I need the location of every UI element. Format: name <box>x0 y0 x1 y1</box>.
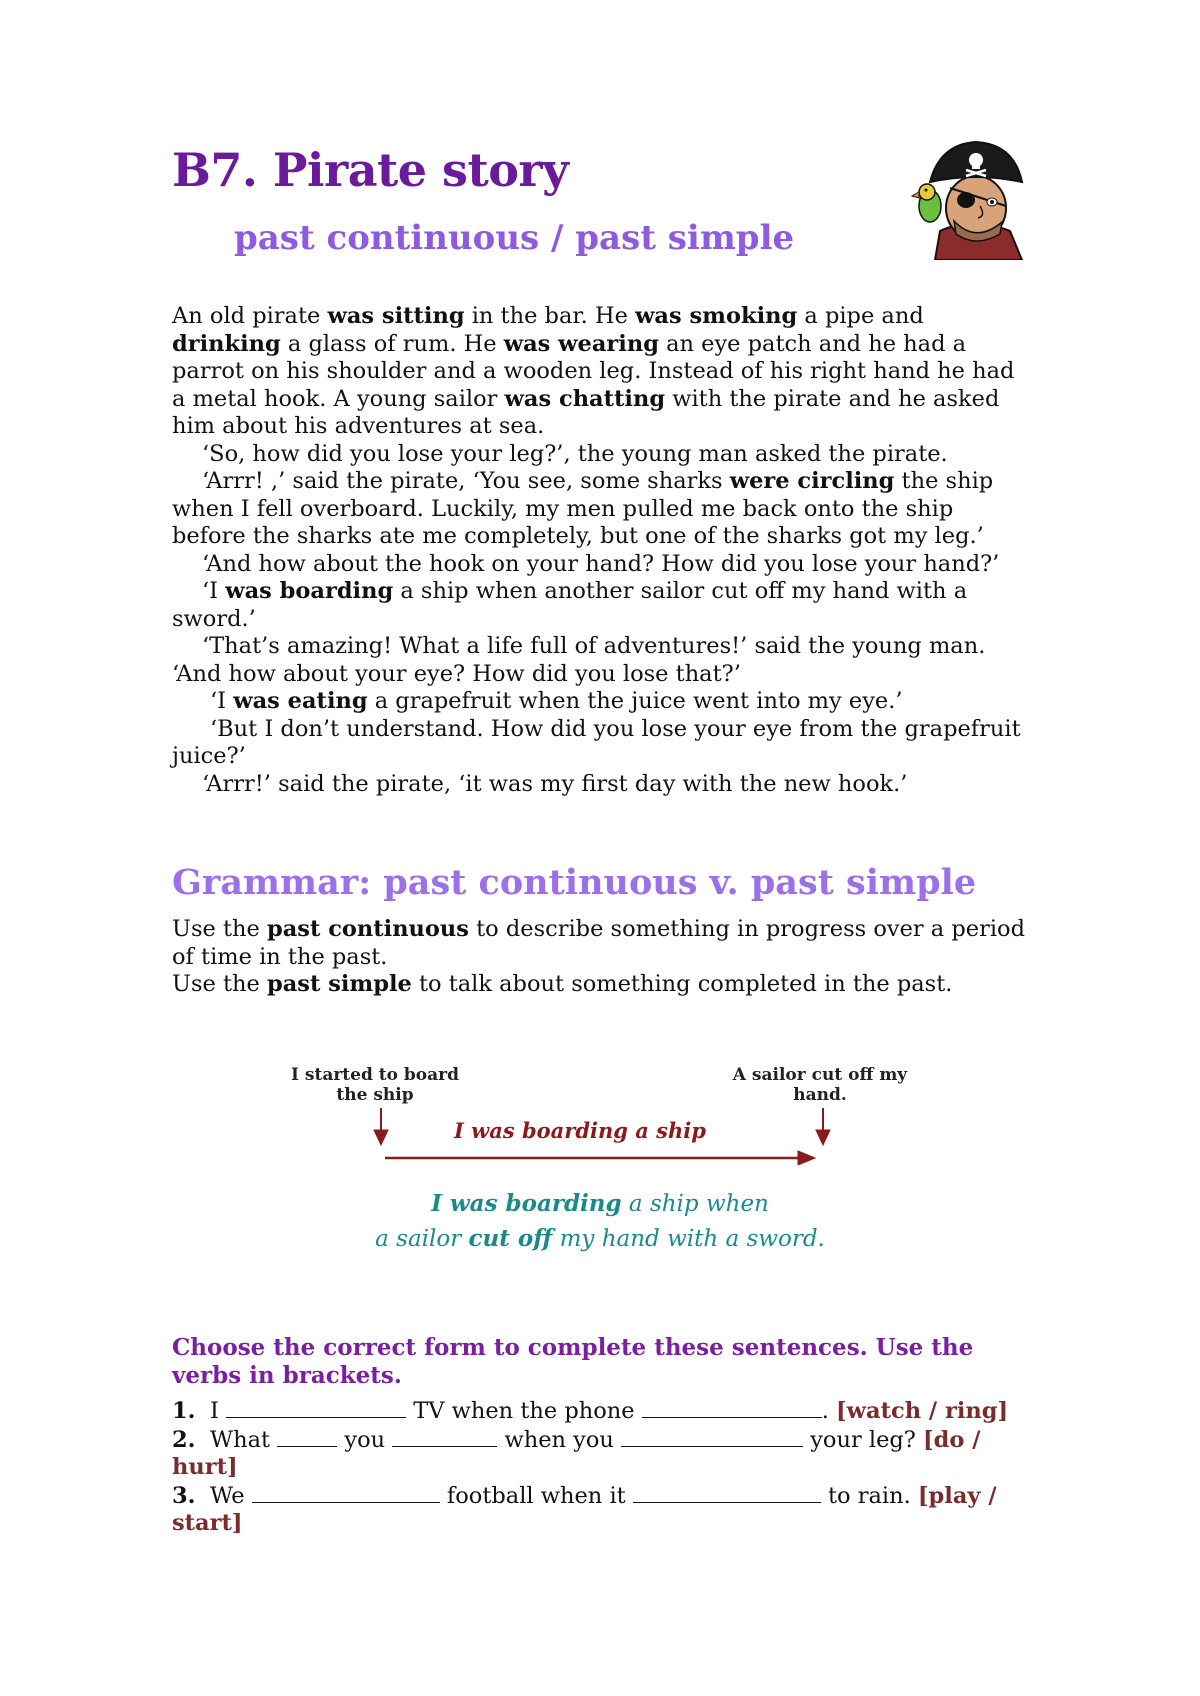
timeline-example-text: a sailor <box>375 1226 469 1252</box>
story-paragraph-4: ‘And how about the hook on your hand? How did you lose your hand?’ <box>202 550 1000 577</box>
rule-past-continuous <box>172 916 1032 971</box>
answer-blank[interactable] <box>277 1426 337 1447</box>
exercise-item-3 <box>172 1482 1032 1538</box>
story-verb-bold: were circling <box>729 468 895 494</box>
right-down-arrow-head <box>816 1130 830 1145</box>
story-text-segment: ‘Arrr! ,’ said the pirate, ‘You see, some sharks <box>202 468 730 494</box>
answer-blank[interactable] <box>252 1482 440 1503</box>
story-paragraph-5 <box>172 578 1032 633</box>
story-text-segment: a ship when another sailor cut off my hand with a sword.’ <box>172 578 968 632</box>
item-text: We <box>210 1482 252 1509</box>
timeline-example-bold: cut off <box>468 1225 553 1252</box>
exercise-item-1 <box>172 1397 1032 1426</box>
item-number: 2. <box>172 1426 196 1453</box>
story-verb-bold: was smoking <box>635 303 798 329</box>
timeline-arrow-head <box>798 1151 815 1165</box>
timeline-example-line-2 <box>320 1225 880 1252</box>
item-number: 3. <box>172 1482 196 1509</box>
verb-hint: [watch / ring] <box>836 1398 1009 1424</box>
item-text: . <box>821 1398 837 1424</box>
left-down-arrow-head <box>374 1130 388 1145</box>
item-text: to rain. <box>820 1482 918 1509</box>
story-text-segment: An old pirate <box>172 303 328 329</box>
page-title: B7. Pirate story <box>172 143 569 197</box>
timeline-middle-text: I was boarding a ship <box>454 1118 706 1143</box>
story-text-segment: ‘I <box>202 578 226 604</box>
story-text <box>172 303 1032 798</box>
item-text: What <box>210 1426 278 1453</box>
story-verb-bold: was sitting <box>327 303 465 329</box>
timeline-arrows <box>280 1055 940 1165</box>
timeline-right-label-line: hand. <box>793 1085 847 1105</box>
rule-text: Use the <box>172 971 267 997</box>
rule-past-simple <box>172 971 1032 999</box>
story-paragraph-9: ‘Arrr!’ said the pirate, ‘it was my first day with the new hook.’ <box>202 770 908 797</box>
answer-blank[interactable] <box>392 1426 497 1447</box>
story-text-segment: with the pirate and he asked him about his adventures at sea. <box>172 385 1000 439</box>
answer-blank[interactable] <box>621 1426 803 1447</box>
verb-hint: [play / start] <box>172 1482 997 1536</box>
timeline-example-text: a ship when <box>621 1191 769 1217</box>
timeline-example-bold: I was boarding <box>431 1190 622 1217</box>
story-paragraph-2: ‘So, how did you lose your leg?’, the young man asked the pirate. <box>202 440 948 467</box>
story-text-segment: ‘I <box>210 688 234 714</box>
story-text-segment: a grapefruit when the juice went into my eye.’ <box>367 688 903 714</box>
timeline-example-line-1 <box>320 1190 880 1217</box>
answer-blank[interactable] <box>633 1482 821 1503</box>
story-paragraph-8: ‘But I don’t understand. How did you lose your eye from the grapefruit juice?’ <box>172 715 1021 769</box>
story-text-segment: a pipe and <box>797 303 924 329</box>
item-number: 1. <box>172 1398 196 1424</box>
item-text: when you <box>497 1426 622 1453</box>
pirate-illustration <box>910 136 1034 260</box>
story-paragraph-6: ‘That’s amazing! What a life full of adventures!’ said the young man. ‘And how about your eye? How did you lose that?’ <box>172 633 986 687</box>
rule-term: past continuous <box>266 916 469 942</box>
grammar-heading: Grammar: past continuous v. past simple <box>172 862 977 903</box>
story-verb-bold: was wearing <box>503 330 659 357</box>
exercise-heading: Choose the correct form to complete these sentences. Use the verbs in brackets. <box>172 1334 974 1389</box>
item-text: football when it <box>439 1482 633 1509</box>
timeline-example-text: my hand with a sword. <box>552 1226 825 1252</box>
story-text-segment: in the bar. He <box>464 303 636 329</box>
story-text-segment: a glass of rum. He <box>280 330 504 357</box>
exercise-item-2 <box>172 1426 1032 1482</box>
story-paragraph-1 <box>172 303 1032 441</box>
item-text: you <box>337 1426 393 1453</box>
item-text: your leg? <box>803 1426 924 1453</box>
rule-term: past simple <box>266 971 412 997</box>
item-text: TV when the phone <box>406 1398 642 1424</box>
story-paragraph-3 <box>172 468 1032 551</box>
timeline-left-label-line: I started to board <box>291 1065 459 1085</box>
grammar-rules <box>172 916 1032 999</box>
answer-blank[interactable] <box>642 1397 822 1418</box>
timeline-left-label-line: the ship <box>336 1085 414 1105</box>
story-text-segment: an eye patch and he had a parrot on his shoulder and a wooden leg. Instead of his right hand he had a metal hook. A young sailor <box>172 330 1015 412</box>
rule-text: to talk about something completed in the past. <box>411 971 953 997</box>
verb-hint: [do / hurt] <box>172 1426 981 1480</box>
story-verb-bold: drinking <box>172 330 281 357</box>
page-subtitle: past continuous / past simple <box>234 218 795 258</box>
story-verb-bold: was eating <box>233 688 368 714</box>
exercise-list <box>172 1397 1032 1538</box>
timeline-right-label-line: A sailor cut off my <box>732 1065 908 1085</box>
item-text: I <box>210 1398 227 1424</box>
story-text-segment: the ship when I fell overboard. Luckily, my men pulled me back onto the ship before the sharks ate me completely, but one of the sharks got my leg.’ <box>172 468 994 549</box>
story-verb-bold: was chatting <box>504 385 666 412</box>
story-paragraph-7 <box>172 688 1032 716</box>
rule-text: to describe something in progress over a period of time in the past. <box>172 916 1025 970</box>
story-verb-bold: was boarding <box>225 578 394 604</box>
timeline-diagram <box>280 1055 940 1255</box>
rule-text: Use the <box>172 916 267 942</box>
answer-blank[interactable] <box>226 1397 406 1418</box>
